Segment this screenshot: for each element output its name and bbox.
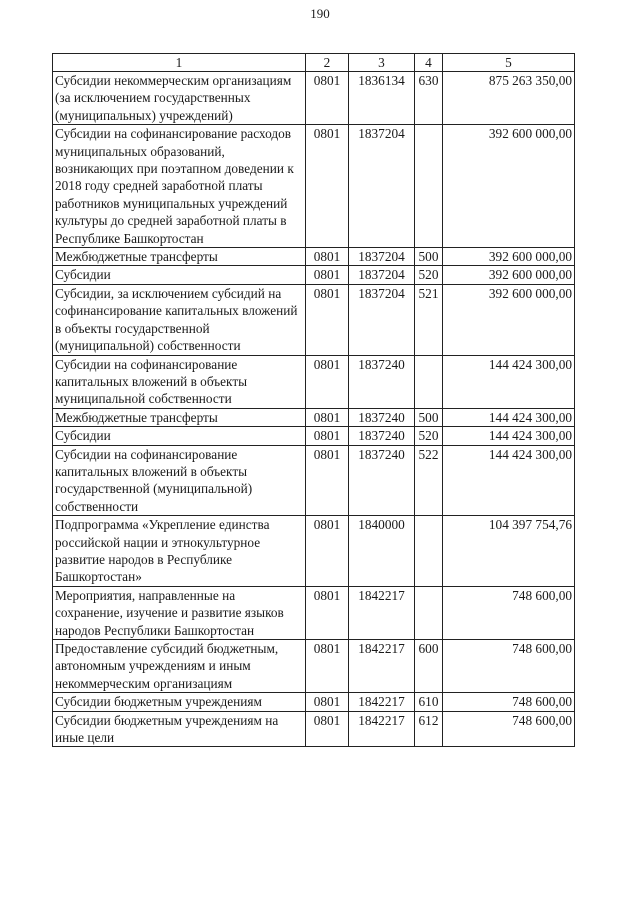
row-name-cell: Предоставление субсидий бюджетным, автономным учреждениям и иным некоммерческим организациям xyxy=(53,640,306,693)
target-code-cell: 1840000 xyxy=(349,516,415,587)
row-name-cell: Субсидии xyxy=(53,427,306,445)
amount-cell: 144 424 300,00 xyxy=(443,445,575,516)
row-name-cell: Субсидии бюджетным учреждениям на иные цели xyxy=(53,711,306,747)
amount-cell: 144 424 300,00 xyxy=(443,408,575,426)
column-header: 3 xyxy=(349,54,415,72)
row-name-cell: Субсидии, за исключением субсидий на софинансирование капитальных вложений в объекты государственной (муниципальной) собственности xyxy=(53,284,306,355)
target-code-cell: 1837204 xyxy=(349,266,415,284)
table-row xyxy=(53,266,575,284)
expense-type-cell: 500 xyxy=(415,408,443,426)
page-number: 190 xyxy=(310,6,330,21)
section-code-cell: 0801 xyxy=(306,284,349,355)
target-code-cell: 1836134 xyxy=(349,72,415,125)
table-row xyxy=(53,445,575,516)
expense-type-cell xyxy=(415,516,443,587)
section-code-cell: 0801 xyxy=(306,693,349,711)
expense-type-cell xyxy=(415,586,443,639)
table-row xyxy=(53,408,575,426)
row-name-cell: Мероприятия, направленные на сохранение, изучение и развитие языков народов Республики Башкортостан xyxy=(53,586,306,639)
table-row xyxy=(53,516,575,587)
amount-cell: 392 600 000,00 xyxy=(443,125,575,248)
amount-cell: 104 397 754,76 xyxy=(443,516,575,587)
target-code-cell: 1837240 xyxy=(349,355,415,408)
row-name-cell: Межбюджетные трансферты xyxy=(53,408,306,426)
section-code-cell: 0801 xyxy=(306,408,349,426)
table-row xyxy=(53,355,575,408)
expense-type-cell: 600 xyxy=(415,640,443,693)
amount-cell: 392 600 000,00 xyxy=(443,266,575,284)
section-code-cell: 0801 xyxy=(306,72,349,125)
row-name-cell: Субсидии на софинансирование расходов муниципальных образований, возникающих при поэтапном доведении к 2018 году средней заработной платы работников муниципальных учреждений культуры до средней заработной платы в Республике Башкортостан xyxy=(53,125,306,248)
target-code-cell: 1837204 xyxy=(349,284,415,355)
table-row xyxy=(53,125,575,248)
section-code-cell: 0801 xyxy=(306,640,349,693)
expense-type-cell: 520 xyxy=(415,266,443,284)
amount-cell: 875 263 350,00 xyxy=(443,72,575,125)
target-code-cell: 1837240 xyxy=(349,445,415,516)
section-code-cell: 0801 xyxy=(306,355,349,408)
target-code-cell: 1842217 xyxy=(349,640,415,693)
target-code-cell: 1837240 xyxy=(349,427,415,445)
expense-type-cell xyxy=(415,125,443,248)
expense-type-cell: 610 xyxy=(415,693,443,711)
target-code-cell: 1837204 xyxy=(349,125,415,248)
table-row xyxy=(53,586,575,639)
table-row xyxy=(53,427,575,445)
row-name-cell: Межбюджетные трансферты xyxy=(53,248,306,266)
amount-cell: 144 424 300,00 xyxy=(443,355,575,408)
row-name-cell: Субсидии xyxy=(53,266,306,284)
amount-cell: 748 600,00 xyxy=(443,711,575,747)
expense-type-cell: 522 xyxy=(415,445,443,516)
column-header: 5 xyxy=(443,54,575,72)
amount-cell: 748 600,00 xyxy=(443,586,575,639)
row-name-cell: Субсидии бюджетным учреждениям xyxy=(53,693,306,711)
section-code-cell: 0801 xyxy=(306,445,349,516)
table-row xyxy=(53,711,575,747)
amount-cell: 392 600 000,00 xyxy=(443,248,575,266)
amount-cell: 748 600,00 xyxy=(443,640,575,693)
section-code-cell: 0801 xyxy=(306,248,349,266)
target-code-cell: 1842217 xyxy=(349,586,415,639)
expense-type-cell: 500 xyxy=(415,248,443,266)
table-header-row xyxy=(53,54,575,72)
section-code-cell: 0801 xyxy=(306,266,349,284)
amount-cell: 392 600 000,00 xyxy=(443,284,575,355)
table-row xyxy=(53,640,575,693)
expense-type-cell xyxy=(415,355,443,408)
column-header: 1 xyxy=(53,54,306,72)
row-name-cell: Субсидии на софинансирование капитальных вложений в объекты муниципальной собственности xyxy=(53,355,306,408)
row-name-cell: Субсидии некоммерческим организациям (за исключением государственных (муниципальных) учреждений) xyxy=(53,72,306,125)
column-header: 2 xyxy=(306,54,349,72)
expense-type-cell: 520 xyxy=(415,427,443,445)
section-code-cell: 0801 xyxy=(306,516,349,587)
table-row xyxy=(53,284,575,355)
amount-cell: 748 600,00 xyxy=(443,693,575,711)
row-name-cell: Субсидии на софинансирование капитальных вложений в объекты государственной (муниципальной) собственности xyxy=(53,445,306,516)
column-header: 4 xyxy=(415,54,443,72)
table-row xyxy=(53,693,575,711)
section-code-cell: 0801 xyxy=(306,711,349,747)
budget-table xyxy=(52,53,575,747)
target-code-cell: 1837240 xyxy=(349,408,415,426)
amount-cell: 144 424 300,00 xyxy=(443,427,575,445)
section-code-cell: 0801 xyxy=(306,125,349,248)
row-name-cell: Подпрограмма «Укрепление единства российской нации и этнокультурное развитие народов в Республике Башкортостан» xyxy=(53,516,306,587)
expense-type-cell: 630 xyxy=(415,72,443,125)
section-code-cell: 0801 xyxy=(306,586,349,639)
target-code-cell: 1837204 xyxy=(349,248,415,266)
target-code-cell: 1842217 xyxy=(349,711,415,747)
table-row xyxy=(53,248,575,266)
section-code-cell: 0801 xyxy=(306,427,349,445)
table-row xyxy=(53,72,575,125)
expense-type-cell: 521 xyxy=(415,284,443,355)
expense-type-cell: 612 xyxy=(415,711,443,747)
target-code-cell: 1842217 xyxy=(349,693,415,711)
